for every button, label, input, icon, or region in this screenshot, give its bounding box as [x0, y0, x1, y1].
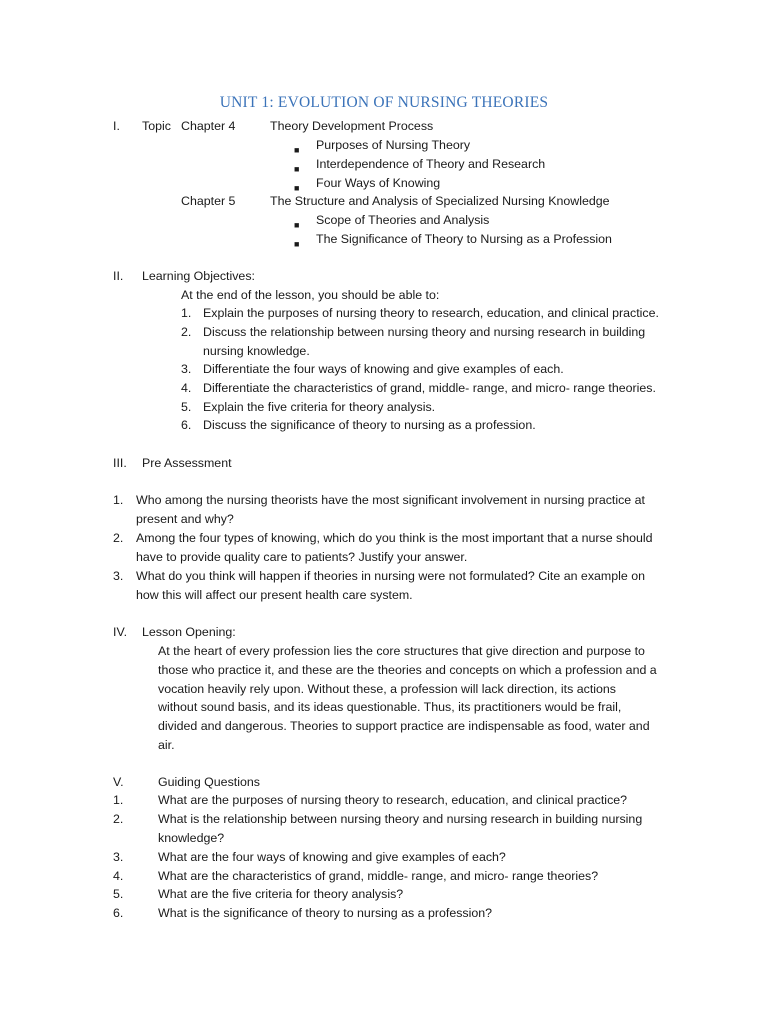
guiding-question-number: 1. [113, 793, 124, 807]
bullet-icon: ■ [294, 164, 300, 174]
question-text: Among the four types of knowing, which do you think is the most important that a nurse should [136, 531, 653, 545]
objective-text: Explain the five criteria for theory analysis. [203, 400, 436, 414]
chapter4-heading: Theory Development Process [270, 119, 434, 133]
guiding-question-text: What are the four ways of knowing and give examples of each? [158, 850, 506, 864]
question-number: 1. [113, 493, 124, 507]
section4-numeral: IV. [113, 625, 128, 639]
objective-number: 5. [181, 400, 192, 414]
chapter5-name: Chapter 5 [181, 194, 236, 208]
opening-paragraph-line: At the heart of every profession lies the core structures that give direction and purpose to [158, 644, 645, 658]
objective-text: Discuss the significance of theory to nursing as a profession. [203, 418, 536, 432]
question-number: 3. [113, 569, 124, 583]
section1-numeral: I. [113, 119, 120, 133]
guiding-question-text: knowledge? [158, 831, 225, 845]
question-text: What do you think will happen if theories in nursing were not formulated? Cite an example on [136, 569, 645, 583]
objective-text: Explain the purposes of nursing theory to research, education, and clinical practice. [203, 306, 659, 320]
bullet-icon: ■ [294, 183, 300, 193]
objective-text: Differentiate the four ways of knowing and give examples of each. [203, 362, 564, 376]
chapter5-heading: The Structure and Analysis of Specialized Nursing Knowledge [270, 194, 610, 208]
section5-heading: Guiding Questions [158, 775, 260, 789]
guiding-question-text: What are the purposes of nursing theory to research, education, and clinical practice? [158, 793, 628, 807]
opening-paragraph-line: air. [158, 738, 175, 752]
question-text: Who among the nursing theorists have the most significant involvement in nursing practice at [136, 493, 645, 507]
question-text: present and why? [136, 512, 234, 526]
section4-heading: Lesson Opening: [142, 625, 236, 639]
bullet-icon: ■ [294, 239, 300, 249]
section1-label: Topic [142, 119, 171, 133]
objective-text: Discuss the relationship between nursing theory and nursing research in building [203, 325, 646, 339]
chapter4-name: Chapter 4 [181, 119, 236, 133]
guiding-question-number: 3. [113, 850, 124, 864]
opening-paragraph-line: divided and dangerous. Theories to support practice are indispensable as food, water and [158, 719, 650, 733]
chapter4-item: Four Ways of Knowing [316, 176, 441, 190]
opening-paragraph-line: vocation heavily rely upon. Without these, a profession will lack direction, its actions [158, 682, 616, 696]
chapter4-item: Interdependence of Theory and Research [316, 157, 546, 171]
section3-heading: Pre Assessment [142, 456, 232, 470]
guiding-question-number: 2. [113, 812, 124, 826]
chapter4-item: Purposes of Nursing Theory [316, 138, 471, 152]
opening-paragraph-line: without sound basis, and its ideas questionable. Thus, its practitioners would be frail, [158, 700, 622, 714]
objective-number: 4. [181, 381, 192, 395]
guiding-question-text: What is the significance of theory to nursing as a profession? [158, 906, 493, 920]
objectives-intro: At the end of the lesson, you should be able to: [181, 288, 440, 302]
section5-numeral: V. [113, 775, 124, 789]
chapter5-item: The Significance of Theory to Nursing as a Profession [316, 232, 612, 246]
objective-number: 6. [181, 418, 192, 432]
objective-number: 2. [181, 325, 192, 339]
bullet-icon: ■ [294, 145, 300, 155]
section2-numeral: II. [113, 269, 124, 283]
guiding-question-number: 4. [113, 869, 124, 883]
guiding-question-text: What are the five criteria for theory analysis? [158, 887, 404, 901]
document-title: UNIT 1: EVOLUTION OF NURSING THEORIES [219, 94, 549, 111]
guiding-question-text: What is the relationship between nursing theory and nursing research in building nursing [158, 812, 643, 826]
question-text: how this will affect our present health care system. [136, 588, 413, 602]
section3-numeral: III. [113, 456, 127, 470]
section2-heading: Learning Objectives: [142, 269, 255, 283]
guiding-question-number: 6. [113, 906, 124, 920]
question-number: 2. [113, 531, 124, 545]
opening-paragraph-line: those who practice it, and these are the theories and concepts on which a profession and a [158, 663, 657, 677]
question-text: have to provide quality care to patients? Justify your answer. [136, 550, 468, 564]
objective-text: Differentiate the characteristics of grand, middle- range, and micro- range theories. [203, 381, 656, 395]
bullet-icon: ■ [294, 220, 300, 230]
guiding-question-number: 5. [113, 887, 124, 901]
objective-text: nursing knowledge. [203, 344, 310, 358]
guiding-question-text: What are the characteristics of grand, middle- range, and micro- range theories? [158, 869, 599, 883]
objective-number: 1. [181, 306, 192, 320]
objective-number: 3. [181, 362, 192, 376]
chapter5-item: Scope of Theories and Analysis [316, 213, 490, 227]
